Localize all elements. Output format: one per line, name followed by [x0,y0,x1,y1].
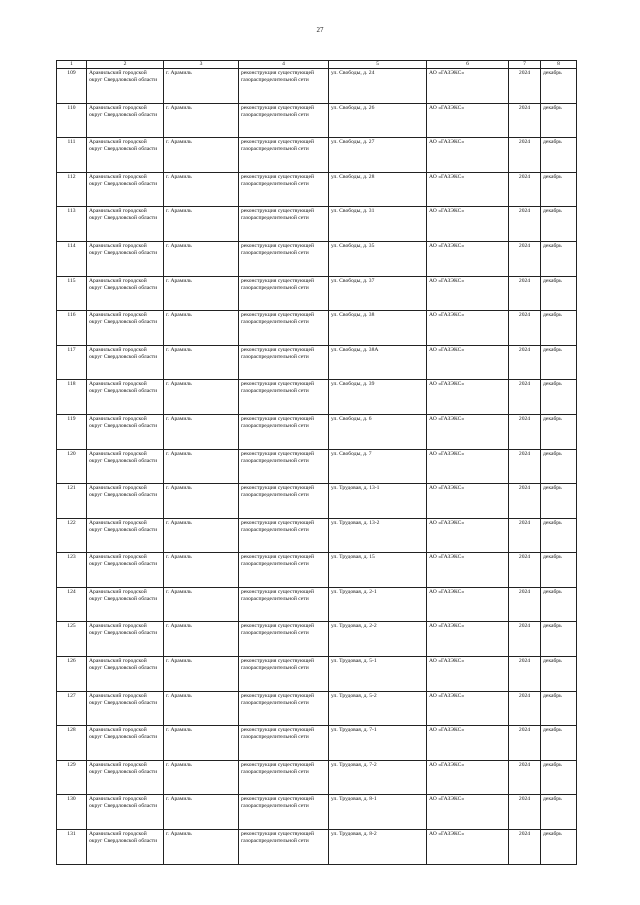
district-cell: Арамильский городской округ Свердловской области [87,449,164,484]
organization-cell: АО «ГАЗЭКС» [427,587,509,622]
address-cell: ул. Трудовая, д. 8-1 [329,795,427,830]
organization-cell: АО «ГАЗЭКС» [427,553,509,588]
month-cell: декабрь [541,414,577,449]
district-cell: Арамильский городской округ Свердловской области [87,68,164,103]
organization-cell: АО «ГАЗЭКС» [427,414,509,449]
work-type-cell: реконструкция существующей газораспределительной сети [239,830,329,865]
month-cell: декабрь [541,691,577,726]
city-cell: г. Арамиль [164,760,239,795]
column-header: 5 [329,61,427,69]
work-type-cell: реконструкция существующей газораспределительной сети [239,795,329,830]
row-number-cell: 130 [57,795,87,830]
year-cell: 2024 [509,414,541,449]
work-type-cell: реконструкция существующей газораспределительной сети [239,449,329,484]
organization-cell: АО «ГАЗЭКС» [427,138,509,173]
city-cell: г. Арамиль [164,103,239,138]
work-type-cell: реконструкция существующей газораспределительной сети [239,276,329,311]
work-type-cell: реконструкция существующей газораспределительной сети [239,587,329,622]
table-row [57,691,577,726]
table-row [57,518,577,553]
address-cell: ул. Свободы, д. 38 [329,311,427,346]
row-number-cell: 112 [57,172,87,207]
district-cell: Арамильский городской округ Свердловской области [87,311,164,346]
organization-cell: АО «ГАЗЭКС» [427,795,509,830]
row-number-cell: 125 [57,622,87,657]
address-cell: ул. Трудовая, д. 2-2 [329,622,427,657]
row-number-cell: 115 [57,276,87,311]
table-row [57,449,577,484]
table-row [57,241,577,276]
work-type-cell: реконструкция существующей газораспределительной сети [239,138,329,173]
work-type-cell: реконструкция существующей газораспределительной сети [239,68,329,103]
year-cell: 2024 [509,795,541,830]
year-cell: 2024 [509,760,541,795]
address-cell: ул. Свободы, д. 7 [329,449,427,484]
table-row [57,760,577,795]
district-cell: Арамильский городской округ Свердловской области [87,241,164,276]
row-number-cell: 109 [57,68,87,103]
organization-cell: АО «ГАЗЭКС» [427,311,509,346]
organization-cell: АО «ГАЗЭКС» [427,276,509,311]
table-row [57,345,577,380]
organization-cell: АО «ГАЗЭКС» [427,172,509,207]
district-cell: Арамильский городской округ Свердловской области [87,414,164,449]
organization-cell: АО «ГАЗЭКС» [427,345,509,380]
address-cell: ул. Свободы, д. 38А [329,345,427,380]
work-type-cell: реконструкция существующей газораспределительной сети [239,726,329,761]
month-cell: декабрь [541,518,577,553]
table-row [57,172,577,207]
address-cell: ул. Свободы, д. 27 [329,138,427,173]
year-cell: 2024 [509,553,541,588]
row-number-cell: 110 [57,103,87,138]
table-row [57,587,577,622]
district-cell: Арамильский городской округ Свердловской области [87,207,164,242]
table-row [57,276,577,311]
work-type-cell: реконструкция существующей газораспределительной сети [239,311,329,346]
work-type-cell: реконструкция существующей газораспределительной сети [239,207,329,242]
city-cell: г. Арамиль [164,657,239,692]
year-cell: 2024 [509,311,541,346]
table-row [57,380,577,415]
city-cell: г. Арамиль [164,138,239,173]
city-cell: г. Арамиль [164,484,239,519]
month-cell: декабрь [541,830,577,865]
table-row [57,103,577,138]
district-cell: Арамильский городской округ Свердловской области [87,760,164,795]
column-header: 3 [164,61,239,69]
row-number-cell: 131 [57,830,87,865]
year-cell: 2024 [509,207,541,242]
organization-cell: АО «ГАЗЭКС» [427,830,509,865]
row-number-cell: 119 [57,414,87,449]
address-cell: ул. Трудовая, д. 8-2 [329,830,427,865]
table-row [57,68,577,103]
organization-cell: АО «ГАЗЭКС» [427,691,509,726]
table-row [57,553,577,588]
table-row [57,484,577,519]
month-cell: декабрь [541,311,577,346]
month-cell: декабрь [541,172,577,207]
city-cell: г. Арамиль [164,726,239,761]
month-cell: декабрь [541,622,577,657]
city-cell: г. Арамиль [164,795,239,830]
district-cell: Арамильский городской округ Свердловской области [87,276,164,311]
address-cell: ул. Свободы, д. 39 [329,380,427,415]
year-cell: 2024 [509,726,541,761]
city-cell: г. Арамиль [164,241,239,276]
table-row [57,414,577,449]
organization-cell: АО «ГАЗЭКС» [427,380,509,415]
work-type-cell: реконструкция существующей газораспределительной сети [239,691,329,726]
year-cell: 2024 [509,449,541,484]
row-number-cell: 114 [57,241,87,276]
table-row [57,207,577,242]
organization-cell: АО «ГАЗЭКС» [427,449,509,484]
table-row [57,830,577,865]
district-cell: Арамильский городской округ Свердловской области [87,587,164,622]
city-cell: г. Арамиль [164,587,239,622]
table-row [57,622,577,657]
column-header: 1 [57,61,87,69]
year-cell: 2024 [509,380,541,415]
month-cell: декабрь [541,138,577,173]
district-cell: Арамильский городской округ Свердловской области [87,830,164,865]
work-type-cell: реконструкция существующей газораспределительной сети [239,484,329,519]
page-number: 27 [316,26,324,34]
district-cell: Арамильский городской округ Свердловской области [87,691,164,726]
address-cell: ул. Трудовая, д. 5-1 [329,657,427,692]
row-number-cell: 123 [57,553,87,588]
row-number-cell: 113 [57,207,87,242]
district-cell: Арамильский городской округ Свердловской области [87,138,164,173]
year-cell: 2024 [509,276,541,311]
month-cell: декабрь [541,345,577,380]
address-cell: ул. Трудовая, д. 13-1 [329,484,427,519]
row-number-cell: 127 [57,691,87,726]
year-cell: 2024 [509,587,541,622]
row-number-cell: 117 [57,345,87,380]
column-number-row [57,61,577,69]
organization-cell: АО «ГАЗЭКС» [427,518,509,553]
month-cell: декабрь [541,207,577,242]
column-header: 2 [87,61,164,69]
month-cell: декабрь [541,484,577,519]
address-cell: ул. Свободы, д. 6 [329,414,427,449]
organization-cell: АО «ГАЗЭКС» [427,760,509,795]
city-cell: г. Арамиль [164,276,239,311]
table-row [57,657,577,692]
table-row [57,726,577,761]
city-cell: г. Арамиль [164,830,239,865]
district-cell: Арамильский городской округ Свердловской области [87,172,164,207]
row-number-cell: 122 [57,518,87,553]
year-cell: 2024 [509,518,541,553]
month-cell: декабрь [541,760,577,795]
year-cell: 2024 [509,103,541,138]
work-type-cell: реконструкция существующей газораспределительной сети [239,241,329,276]
address-cell: ул. Трудовая, д. 5-2 [329,691,427,726]
address-cell: ул. Трудовая, д. 15 [329,553,427,588]
month-cell: декабрь [541,795,577,830]
city-cell: г. Арамиль [164,449,239,484]
address-cell: ул. Трудовая, д. 7-1 [329,726,427,761]
organization-cell: АО «ГАЗЭКС» [427,622,509,657]
year-cell: 2024 [509,138,541,173]
month-cell: декабрь [541,587,577,622]
district-cell: Арамильский городской округ Свердловской области [87,103,164,138]
address-cell: ул. Свободы, д. 28 [329,172,427,207]
work-type-cell: реконструкция существующей газораспределительной сети [239,414,329,449]
organization-cell: АО «ГАЗЭКС» [427,484,509,519]
work-type-cell: реконструкция существующей газораспределительной сети [239,172,329,207]
address-cell: ул. Трудовая, д. 13-2 [329,518,427,553]
work-type-cell: реконструкция существующей газораспределительной сети [239,622,329,657]
year-cell: 2024 [509,691,541,726]
organization-cell: АО «ГАЗЭКС» [427,207,509,242]
month-cell: декабрь [541,726,577,761]
district-cell: Арамильский городской округ Свердловской области [87,795,164,830]
city-cell: г. Арамиль [164,345,239,380]
row-number-cell: 124 [57,587,87,622]
table-row [57,795,577,830]
column-header: 6 [427,61,509,69]
year-cell: 2024 [509,657,541,692]
year-cell: 2024 [509,345,541,380]
city-cell: г. Арамиль [164,207,239,242]
address-cell: ул. Трудовая, д. 7-2 [329,760,427,795]
year-cell: 2024 [509,172,541,207]
month-cell: декабрь [541,449,577,484]
district-cell: Арамильский городской округ Свердловской области [87,518,164,553]
month-cell: декабрь [541,553,577,588]
work-type-cell: реконструкция существующей газораспределительной сети [239,760,329,795]
year-cell: 2024 [509,830,541,865]
table-body [57,68,577,864]
gas-network-table [56,60,577,865]
table-row [57,311,577,346]
work-type-cell: реконструкция существующей газораспределительной сети [239,103,329,138]
organization-cell: АО «ГАЗЭКС» [427,726,509,761]
work-type-cell: реконструкция существующей газораспределительной сети [239,345,329,380]
column-header: 8 [541,61,577,69]
city-cell: г. Арамиль [164,380,239,415]
address-cell: ул. Свободы, д. 31 [329,207,427,242]
address-cell: ул. Свободы, д. 35 [329,241,427,276]
city-cell: г. Арамиль [164,311,239,346]
city-cell: г. Арамиль [164,691,239,726]
address-cell: ул. Свободы, д. 26 [329,103,427,138]
row-number-cell: 116 [57,311,87,346]
column-header: 4 [239,61,329,69]
organization-cell: АО «ГАЗЭКС» [427,103,509,138]
row-number-cell: 121 [57,484,87,519]
row-number-cell: 129 [57,760,87,795]
city-cell: г. Арамиль [164,68,239,103]
month-cell: декабрь [541,103,577,138]
district-cell: Арамильский городской округ Свердловской области [87,622,164,657]
work-type-cell: реконструкция существующей газораспределительной сети [239,518,329,553]
row-number-cell: 128 [57,726,87,761]
month-cell: декабрь [541,241,577,276]
address-cell: ул. Трудовая, д. 2-1 [329,587,427,622]
year-cell: 2024 [509,622,541,657]
year-cell: 2024 [509,484,541,519]
year-cell: 2024 [509,68,541,103]
column-header: 7 [509,61,541,69]
month-cell: декабрь [541,68,577,103]
month-cell: декабрь [541,657,577,692]
work-type-cell: реконструкция существующей газораспределительной сети [239,553,329,588]
address-cell: ул. Свободы, д. 37 [329,276,427,311]
city-cell: г. Арамиль [164,172,239,207]
month-cell: декабрь [541,276,577,311]
year-cell: 2024 [509,241,541,276]
row-number-cell: 118 [57,380,87,415]
work-type-cell: реконструкция существующей газораспределительной сети [239,657,329,692]
district-cell: Арамильский городской округ Свердловской области [87,657,164,692]
district-cell: Арамильский городской округ Свердловской области [87,553,164,588]
address-cell: ул. Свободы, д. 24 [329,68,427,103]
city-cell: г. Арамиль [164,414,239,449]
organization-cell: АО «ГАЗЭКС» [427,68,509,103]
row-number-cell: 126 [57,657,87,692]
district-cell: Арамильский городской округ Свердловской области [87,380,164,415]
month-cell: декабрь [541,380,577,415]
row-number-cell: 111 [57,138,87,173]
work-type-cell: реконструкция существующей газораспределительной сети [239,380,329,415]
district-cell: Арамильский городской округ Свердловской области [87,484,164,519]
table-row [57,138,577,173]
organization-cell: АО «ГАЗЭКС» [427,241,509,276]
district-cell: Арамильский городской округ Свердловской области [87,726,164,761]
district-cell: Арамильский городской округ Свердловской области [87,345,164,380]
city-cell: г. Арамиль [164,553,239,588]
organization-cell: АО «ГАЗЭКС» [427,657,509,692]
city-cell: г. Арамиль [164,622,239,657]
row-number-cell: 120 [57,449,87,484]
city-cell: г. Арамиль [164,518,239,553]
